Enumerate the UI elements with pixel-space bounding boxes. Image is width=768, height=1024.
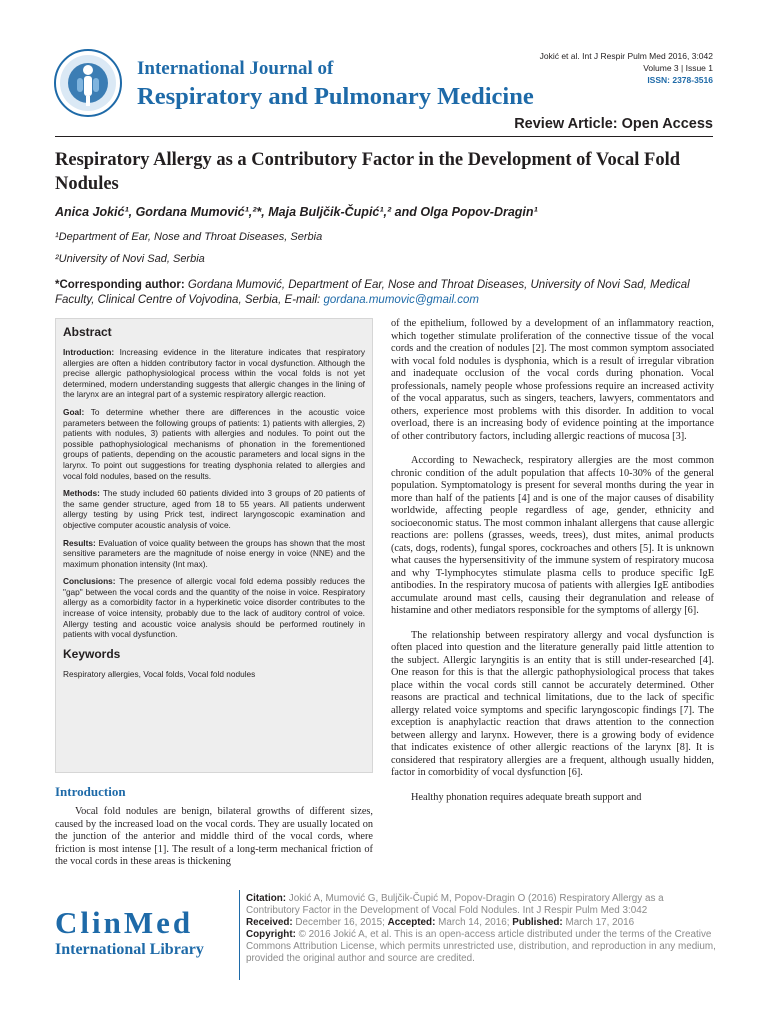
received-label: Received: [246,917,293,928]
publisher-brand: ClinMed [55,905,194,940]
abstract-methods-label: Methods: [63,488,100,499]
abstract-intro-label: Introduction: [63,347,115,357]
journal-logo-icon [53,48,123,118]
journal-title [137,58,534,112]
footer-citation-block [246,893,716,965]
copyright-text: © 2016 Jokić A, et al. This is an open-access article distributed under the terms of the Creative Commons Attribution License, which permits unrestricted use, distribution, and reproduction in any medium, provided the original author and source are credited. [246,929,716,964]
abstract-methods [63,488,365,530]
introduction-heading: Introduction [55,784,126,799]
corr-text: Gordana Mumović, Department of Ear, Nose and Throat Diseases, University of Novi Sad, Medical Faculty, Clinical Centre of Vojvodina, Serbia, E-mail: [55,279,690,306]
received-date: December 16, 2015; [292,917,388,928]
abstract-methods-text: The study included 60 patients divided into 3 groups of 20 patients of the same gender structure, aged from 18 to 55 years. All patients underwent allergy testing by using Prick test, indirect laryngoscopic examination and objective computer acoustic analysis of voice. [63,488,365,530]
body-paragraph: Healthy phonation requires adequate breath support and [411,791,642,803]
footer-divider [239,890,240,980]
abstract-box [55,318,373,773]
authors: Anica Jokić¹, Gordana Mumović¹,²*, Maja Buljčik-Čupić¹,² and Olga Popov-Dragin¹ [55,205,538,219]
body-paragraph: of the epithelium, followed by a development of an inflammatory reaction, which together stimulate proliferation of the connective tissue of the vocal cords and the creation of nodules [2]. The most common symptom associated with vocal fold nodules is dysphonia, which is a result of irregular vibration and inadequate occlusion of the vocal cords during phonation. Vocal professionals, namely people whose professions require an increased activity of the vocal apparatus, such as singers, teachers, lawyers, commentators and others, experience most problems with this disorder. In addition to vocal overload, there is an increasing body of evidence pointing at the importance of other contributory factors, including allergic reactions of mucosa [3]. [391,318,714,442]
abstract-conclusions [63,576,365,640]
right-column [391,318,714,816]
published-label: Published: [512,917,563,928]
abstract-goal [63,407,365,481]
citation-text: Jokić A, Mumović G, Buljčik-Čupić M, Popov-Dragin O (2016) Respiratory Allergy as a Contributory Factor in the Development of Vocal Fold Nodules. Int J Respir Pulm Med 3:042 [246,893,664,916]
abstract-goal-label: Goal: [63,406,85,417]
published-date: March 17, 2016 [562,917,635,928]
article-type: Review Article: Open Access [514,116,713,132]
accepted-label: Accepted: [387,917,436,928]
copyright-label: Copyright: [246,929,296,940]
accepted-date: March 14, 2016; [435,917,513,928]
citation-label: Citation: [246,893,287,904]
volume-issue: Volume 3 | Issue 1 [643,63,713,73]
copyright [246,929,716,965]
abstract-conclusions-text: The presence of allergic vocal fold edema possibly reduces the "gap" between the vocal cords and the quantity of the noise in voice. Respiratory allergy as a comorbidity factor in a hyperkinetic voice disorder contributes to the increase of voice intensity, probably due to the lack of auditory control of voice. Allergy testing and acoustic voice analysis should be performed routinely in patients with vocal dysfunction. [63,576,365,640]
header-rule [55,136,713,137]
body-paragraph: The relationship between respiratory allergy and vocal dysfunction is often placed into question and the literature generally paid little attention to the subject. Allergic laryngitis is an entity that is still under-researched [4]. One reason for this is that the allergic pathophysiological process that takes place within the vocal cords still cannot be accurately determined. Other reasons are practical and technical limitations, due to the lack of specific allergy related voice symptoms and specific laryngoscopic findings [7]. The exception is anaphylactic reaction that draws attention to the connection between allergy and larynx. However, there is a growing body of evidence that indicates existence of other allergic reactions of the larynx [8]. It is considered that respiratory allergies are a frequent, although usually hidden, factor in comorbidity of vocal dysfunction [6]. [391,629,714,778]
abstract-results-label: Results: [63,537,96,548]
issn: ISSN: 2378-3516 [647,75,713,85]
affiliation-1: ¹Department of Ear, Nose and Throat Diseases, Serbia [55,231,323,243]
corr-email-link[interactable]: gordana.mumovic@gmail.com [323,294,479,306]
keywords-heading: Keywords [63,646,121,661]
abstract-heading: Abstract [63,325,112,339]
publisher-brand-sub: International Library [55,941,204,958]
article-reference: Jokić et al. Int J Respir Pulm Med 2016, 3:042 [539,51,713,61]
abstract-conclusions-label: Conclusions: [63,576,116,587]
keywords: Respiratory allergies, Vocal folds, Vocal fold nodules [63,668,256,679]
body-paragraph: According to Newacheck, respiratory allergies are the most common chronic condition of the adult population that affects 10-30% of the general population. Symptomatology is present for several months during the year in more than half of the patients [4] and is one of the major causes of disability worldwide, affecting people regardless of age, gender, ethnicity and socioeconomic status. The most common inhalant allergens that cause allergic reactions are: pollens (grasses, weeds, trees), dust mites, animal products (cats, dogs, rodents), fungal spores, cockroaches and others [5]. It is unknown what causes the hypersensitivity of the immune system of respiratory mucosa and why T-lymphocytes stimulate plasma cells to produce specific IgE antibodies. In the respiratory mucosa of patients with allergies IgE antibodies accumulate around mast cells, causing their degranulation and release of histamine and other mediators responsible for the symptoms of allergy [6]. [391,455,714,616]
citation [246,893,716,917]
abstract-goal-text: To determine whether there are differences in the acoustic voice parameters between the following groups of patients: 1) patients with allergies, 2) patients with nodules, 3) patients with allergies and nodules. To point out the possible pathophysiological mechanisms of phonation in the forementioned groups of patients, depending on the acoustic parameters and local signs in the larynx. To point out suggestions for treating dysphonia related to allergies and vocal fold nodules, based on the results. [63,406,365,481]
article-title: Respiratory Allergy as a Contributory Factor in the Development of Vocal Fold Nodules [55,150,680,194]
introduction-text: Vocal fold nodules are benign, bilateral growths of different sizes, caused by the increased load on the vocal cords. They are usually located on the junction of the anterior and middle third of the vocal cords, where friction is most intense [1]. The result of a long-term mechanical friction of the vocal cords in these areas is thickening [55,806,373,868]
abstract-results [63,538,365,570]
abstract-results-text: Evaluation of voice quality between the groups has shown that the most sensitive parameters are the magnitude of noise energy in voice (NNE) and the maximum phonation intensity (Int max). [63,537,365,569]
corresponding-author [55,278,720,308]
dates [246,917,716,929]
affiliation-2: ²University of Novi Sad, Serbia [55,253,205,265]
corr-label: *Corresponding author: [55,279,185,291]
abstract-intro-text: Increasing evidence in the literature indicates that respiratory allergies are often a hidden contributory factor in vocal dysfunction. Although the precise allergic pathophysiological process within the vocal folds is not yet determined, modern understanding suggests that allergic changes in the lining of the larynx are an integral part of a systemic respiratory allergic reaction. [63,347,365,400]
journal-meta [540,50,713,86]
journal-title-line2: Respiratory and Pulmonary Medicine [137,83,534,110]
journal-title-line1: International Journal of [137,58,334,79]
publisher-logo [55,905,235,959]
abstract-introduction [63,347,365,400]
